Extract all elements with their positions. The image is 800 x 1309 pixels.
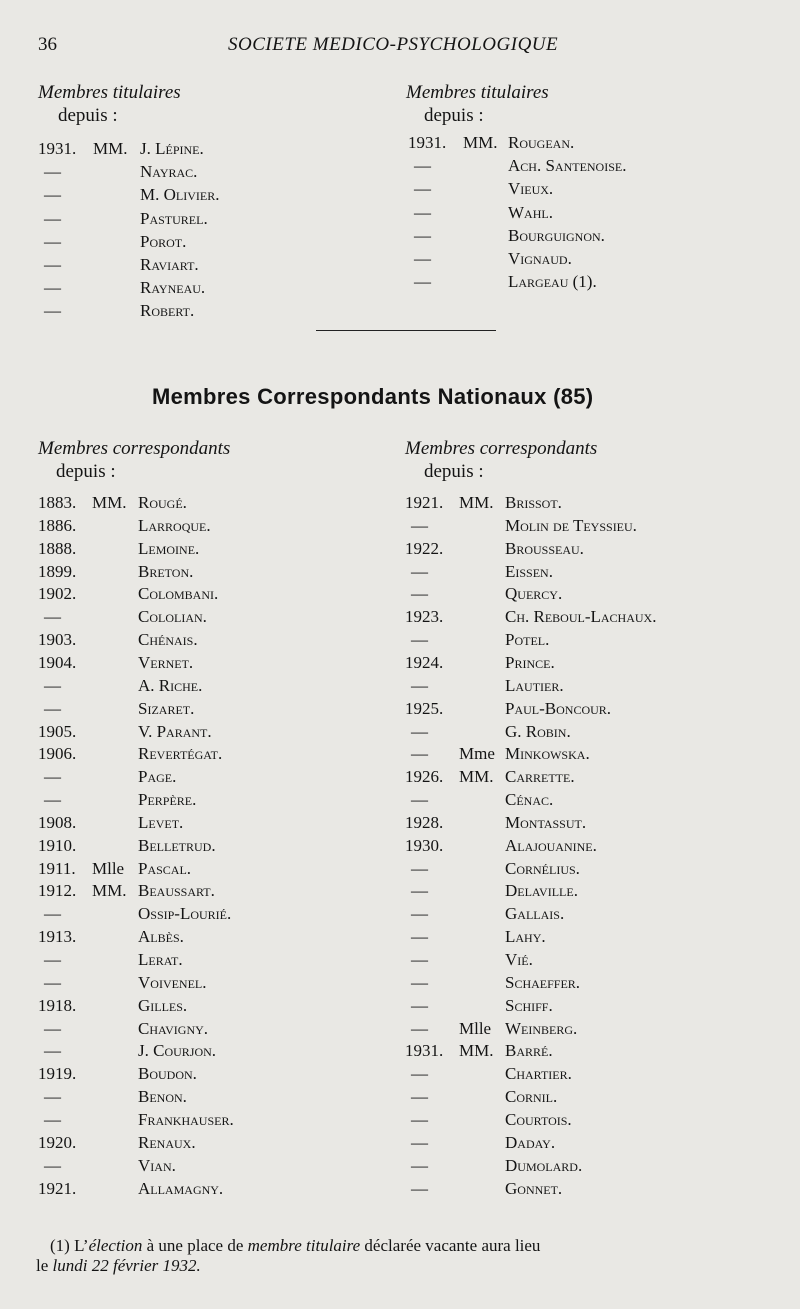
- member-row: [38, 994, 398, 1017]
- member-row: [408, 131, 768, 154]
- member-name: Revertégat.: [138, 744, 223, 764]
- member-since-year: 1925.: [405, 698, 444, 718]
- member-name: Weinberg.: [505, 1018, 578, 1038]
- member-since-year: —: [411, 515, 428, 535]
- member-since-year: —: [44, 790, 61, 810]
- member-row: [38, 857, 398, 880]
- member-row: [38, 697, 398, 720]
- member-since-year: 1912.: [38, 881, 77, 901]
- member-name: Quercy.: [505, 584, 563, 604]
- footnote-text: le: [36, 1256, 53, 1275]
- member-since-year: 1905.: [38, 721, 77, 741]
- member-row: [405, 994, 765, 1017]
- member-title: Mlle: [459, 1018, 492, 1038]
- member-name: Perpère.: [138, 790, 197, 810]
- member-row: [38, 1108, 398, 1131]
- member-row: [38, 207, 398, 230]
- member-name: Largeau (1).: [508, 272, 597, 292]
- member-row: [405, 765, 765, 788]
- member-row: [38, 720, 398, 743]
- member-row: [38, 1085, 398, 1108]
- member-row: [405, 834, 765, 857]
- member-row: [405, 720, 765, 743]
- member-since-year: 1920.: [38, 1132, 77, 1152]
- member-row: [405, 674, 765, 697]
- member-since-year: 1883.: [38, 493, 77, 512]
- member-name: Sizaret.: [138, 698, 195, 718]
- member-name: Wahl.: [508, 202, 553, 222]
- member-since-year: —: [411, 1109, 428, 1129]
- member-row: [38, 971, 398, 994]
- member-row: [38, 582, 398, 605]
- member-since-year: 1911.: [38, 858, 76, 878]
- member-since-year: 1918.: [38, 995, 77, 1015]
- member-name: Chavigny.: [138, 1018, 209, 1038]
- member-since-year: —: [411, 950, 428, 969]
- correspondants-right-subheading: depuis :: [424, 461, 484, 482]
- member-row: [38, 491, 398, 514]
- member-name: Molin de Teyssieu.: [505, 515, 637, 535]
- member-since-year: —: [411, 1178, 428, 1198]
- member-row: [408, 247, 768, 270]
- member-name: J. Lépine.: [140, 139, 204, 158]
- member-row: [408, 154, 768, 177]
- member-row: [405, 537, 765, 560]
- member-row: [38, 834, 398, 857]
- member-title: Mme: [459, 744, 495, 764]
- member-row: [38, 537, 398, 560]
- member-name: Renaux.: [138, 1132, 196, 1152]
- member-since-year: 1902.: [38, 584, 77, 604]
- member-name: Lerat.: [138, 950, 183, 969]
- member-row: [405, 1177, 765, 1200]
- member-since-year: 1931.: [408, 133, 447, 152]
- member-name: Schiff.: [505, 995, 553, 1015]
- member-since-year: —: [414, 156, 431, 176]
- member-since-year: 1926.: [405, 767, 444, 787]
- correspondants-left-subheading: depuis :: [56, 461, 116, 482]
- member-row: [405, 1017, 765, 1040]
- member-title: Mlle: [92, 858, 125, 878]
- member-name: Alajouanine.: [505, 835, 597, 855]
- member-name: Cornil.: [505, 1087, 558, 1107]
- correspondants-left-heading: Membres correspondants: [38, 438, 231, 459]
- member-name: Pascal.: [138, 858, 192, 878]
- member-name: Colombani.: [138, 584, 219, 604]
- member-since-year: —: [44, 278, 61, 298]
- member-row: [38, 276, 398, 299]
- member-name: V. Parant.: [138, 721, 212, 741]
- member-name: Albès.: [138, 927, 184, 947]
- member-since-year: —: [44, 1041, 61, 1061]
- member-since-year: 1888.: [38, 538, 77, 558]
- member-row: [38, 605, 398, 628]
- member-row: [405, 651, 765, 674]
- member-row: [405, 582, 765, 605]
- member-since-year: —: [411, 972, 428, 992]
- member-name: Potel.: [505, 630, 550, 650]
- member-since-year: —: [411, 630, 428, 650]
- member-since-year: 1886.: [38, 515, 77, 535]
- member-since-year: —: [411, 927, 428, 947]
- titulaires-left-heading: Membres titulaires: [38, 82, 181, 103]
- member-since-year: —: [411, 584, 428, 604]
- member-since-year: —: [411, 1064, 428, 1084]
- member-since-year: —: [44, 1109, 61, 1129]
- member-name: Lahy.: [505, 927, 546, 947]
- member-row: [38, 948, 398, 971]
- footnote-text: élection: [88, 1236, 143, 1255]
- member-row: [405, 902, 765, 925]
- footnote-text: déclarée vacante aura lieu: [360, 1236, 541, 1255]
- member-since-year: 1913.: [38, 927, 77, 947]
- member-since-year: —: [44, 972, 61, 992]
- member-name: Ch. Reboul-Lachaux.: [505, 607, 657, 627]
- member-name: Frankhauser.: [138, 1109, 234, 1129]
- member-title: MM.: [459, 1041, 494, 1061]
- member-row: [38, 183, 398, 206]
- member-since-year: 1931.: [405, 1041, 444, 1061]
- member-row: [408, 270, 768, 293]
- member-since-year: —: [414, 179, 431, 199]
- member-name: Vieux.: [508, 179, 554, 199]
- member-row: [38, 514, 398, 537]
- member-name: J. Courjon.: [138, 1041, 217, 1061]
- member-name: Porot.: [140, 231, 187, 251]
- member-name: Schaeffer.: [505, 972, 581, 992]
- member-since-year: —: [411, 1155, 428, 1175]
- member-row: [38, 160, 398, 183]
- member-name: Lemoine.: [138, 538, 200, 558]
- member-since-year: 1899.: [38, 561, 77, 581]
- member-since-year: —: [44, 162, 61, 182]
- member-since-year: —: [411, 721, 428, 741]
- member-row: [405, 1085, 765, 1108]
- member-name: Cololian.: [138, 607, 207, 627]
- member-name: Gonnet.: [505, 1178, 563, 1198]
- member-since-year: 1922.: [405, 538, 444, 558]
- member-name: Daday.: [505, 1132, 556, 1152]
- footnote-text: lundi 22 février 1932.: [52, 1256, 201, 1275]
- member-row: [38, 560, 398, 583]
- member-row: [405, 857, 765, 880]
- member-name: Allamagny.: [138, 1178, 224, 1198]
- member-since-year: —: [44, 767, 61, 787]
- member-name: Nayrac.: [140, 162, 198, 182]
- member-name: Larroque.: [138, 515, 211, 535]
- member-name: Courtois.: [505, 1109, 572, 1129]
- member-name: Gallais.: [505, 904, 565, 924]
- member-row: [405, 491, 765, 514]
- member-row: [405, 1154, 765, 1177]
- member-name: Cénac.: [505, 790, 554, 810]
- member-row: [405, 1131, 765, 1154]
- member-row: [38, 628, 398, 651]
- member-name: Prince.: [505, 652, 555, 672]
- member-row: [405, 628, 765, 651]
- member-title: MM.: [93, 139, 128, 158]
- member-since-year: 1919.: [38, 1064, 77, 1084]
- member-title: MM.: [459, 767, 494, 787]
- member-since-year: —: [44, 904, 61, 924]
- member-name: Montassut.: [505, 812, 587, 832]
- member-row: [38, 788, 398, 811]
- member-row: [38, 651, 398, 674]
- member-name: Dumolard.: [505, 1155, 583, 1175]
- member-since-year: —: [44, 607, 61, 627]
- member-since-year: 1921.: [38, 1178, 77, 1198]
- member-since-year: —: [44, 1087, 61, 1107]
- member-since-year: 1908.: [38, 812, 77, 832]
- member-since-year: —: [411, 881, 428, 901]
- member-name: Voivenel.: [138, 972, 207, 992]
- member-name: Gilles.: [138, 995, 188, 1015]
- member-since-year: —: [44, 698, 61, 718]
- member-row: [408, 224, 768, 247]
- member-row: [38, 253, 398, 276]
- member-row: [38, 674, 398, 697]
- member-since-year: —: [44, 255, 61, 274]
- member-title: MM.: [459, 493, 494, 512]
- member-row: [405, 605, 765, 628]
- member-name: Chartier.: [505, 1064, 572, 1084]
- member-since-year: —: [411, 995, 428, 1015]
- page-number: 36: [38, 34, 57, 55]
- titulaires-left-subheading: depuis :: [58, 105, 118, 126]
- member-row: [405, 560, 765, 583]
- member-row: [38, 1154, 398, 1177]
- member-since-year: 1921.: [405, 493, 444, 512]
- member-row: [405, 879, 765, 902]
- member-since-year: —: [44, 185, 61, 205]
- member-row: [38, 1039, 398, 1062]
- member-since-year: 1910.: [38, 835, 77, 855]
- member-name: Ach. Santenoise.: [508, 156, 627, 176]
- member-since-year: 1923.: [405, 607, 444, 627]
- member-name: Lautier.: [505, 675, 564, 695]
- member-since-year: —: [414, 202, 431, 222]
- member-since-year: 1928.: [405, 812, 444, 832]
- member-name: Robert.: [140, 301, 195, 321]
- member-row: [405, 1039, 765, 1062]
- member-since-year: —: [411, 790, 428, 810]
- member-row: [38, 902, 398, 925]
- member-name: Carrette.: [505, 767, 575, 787]
- member-since-year: —: [414, 249, 431, 268]
- member-since-year: —: [411, 904, 428, 924]
- footnote-marker: (1): [50, 1236, 70, 1255]
- member-row: [405, 788, 765, 811]
- member-since-year: —: [414, 272, 431, 292]
- member-row: [38, 742, 398, 765]
- member-name: Minkowska.: [505, 744, 590, 764]
- member-since-year: —: [44, 1018, 61, 1038]
- member-name: Eissen.: [505, 561, 553, 581]
- member-name: G. Robin.: [505, 721, 571, 741]
- member-row: [38, 137, 398, 160]
- member-since-year: —: [44, 1155, 61, 1175]
- member-row: [38, 230, 398, 253]
- member-name: Ossip-Lourié.: [138, 904, 232, 924]
- member-since-year: —: [44, 675, 61, 695]
- section-title: Membres Correspondants Nationaux (85): [152, 384, 594, 409]
- member-name: Rougé.: [138, 493, 187, 512]
- member-name: Bourguignon.: [508, 225, 605, 245]
- member-row: [38, 299, 398, 322]
- member-since-year: —: [411, 675, 428, 695]
- member-name: Brousseau.: [505, 538, 584, 558]
- member-since-year: 1903.: [38, 630, 77, 650]
- running-title: SOCIETE MEDICO-PSYCHOLOGIQUE: [228, 34, 559, 55]
- member-title: MM.: [463, 133, 498, 152]
- member-since-year: —: [411, 561, 428, 581]
- member-since-year: —: [411, 1087, 428, 1107]
- member-name: Paul-Boncour.: [505, 698, 612, 718]
- member-since-year: —: [44, 208, 61, 228]
- footnote-line-2: [36, 1256, 201, 1276]
- member-name: Vian.: [138, 1155, 176, 1175]
- member-since-year: —: [411, 744, 428, 764]
- member-name: Boudon.: [138, 1064, 197, 1084]
- member-since-year: —: [44, 950, 61, 969]
- member-since-year: —: [414, 225, 431, 245]
- member-row: [38, 1177, 398, 1200]
- member-name: Barré.: [505, 1041, 553, 1061]
- member-name: Vernet.: [138, 652, 194, 672]
- member-name: Pasturel.: [140, 208, 208, 228]
- member-row: [38, 811, 398, 834]
- member-name: Page.: [138, 767, 177, 787]
- member-row: [405, 811, 765, 834]
- member-since-year: 1906.: [38, 744, 77, 764]
- member-name: Breton.: [138, 561, 194, 581]
- member-since-year: —: [44, 231, 61, 251]
- member-row: [405, 925, 765, 948]
- member-row: [405, 1062, 765, 1085]
- footnote-text: à une place de: [142, 1236, 248, 1255]
- member-title: MM.: [92, 493, 127, 512]
- member-name: Beaussart.: [138, 881, 215, 901]
- member-row: [405, 514, 765, 537]
- member-name: Levet.: [138, 812, 184, 832]
- member-row: [408, 201, 768, 224]
- member-row: [38, 925, 398, 948]
- section-divider: [316, 330, 496, 331]
- member-since-year: 1930.: [405, 835, 444, 855]
- member-row: [38, 879, 398, 902]
- member-row: [405, 971, 765, 994]
- titulaires-right-subheading: depuis :: [424, 105, 484, 126]
- member-since-year: 1931.: [38, 139, 77, 158]
- footnote-text: L’: [74, 1236, 89, 1255]
- titulaires-right-heading: Membres titulaires: [406, 82, 549, 103]
- member-since-year: —: [44, 301, 61, 321]
- member-row: [405, 948, 765, 971]
- footnote-text: membre titulaire: [247, 1236, 361, 1255]
- member-name: Vignaud.: [508, 249, 572, 268]
- member-since-year: —: [411, 1018, 428, 1038]
- member-since-year: —: [411, 858, 428, 878]
- member-row: [405, 697, 765, 720]
- member-row: [38, 765, 398, 788]
- member-name: Benon.: [138, 1087, 187, 1107]
- member-name: Vié.: [505, 950, 533, 969]
- member-row: [38, 1062, 398, 1085]
- member-name: Brissot.: [505, 493, 562, 512]
- correspondants-right-heading: Membres correspondants: [405, 438, 598, 459]
- member-name: Raviart.: [140, 255, 199, 274]
- member-name: Rougean.: [508, 133, 575, 152]
- member-name: M. Olivier.: [140, 185, 220, 205]
- member-row: [405, 1108, 765, 1131]
- member-name: A. Riche.: [138, 675, 203, 695]
- member-name: Rayneau.: [140, 278, 206, 298]
- member-row: [38, 1017, 398, 1040]
- member-name: Delaville.: [505, 881, 578, 901]
- member-since-year: 1904.: [38, 652, 77, 672]
- member-since-year: 1924.: [405, 652, 444, 672]
- member-title: MM.: [92, 881, 127, 901]
- member-name: Cornélius.: [505, 858, 580, 878]
- member-name: Belletrud.: [138, 835, 216, 855]
- footnote-line-1: [36, 1236, 540, 1256]
- member-name: Chénais.: [138, 630, 198, 650]
- member-row: [405, 742, 765, 765]
- member-since-year: —: [411, 1132, 428, 1152]
- member-row: [408, 177, 768, 200]
- member-row: [38, 1131, 398, 1154]
